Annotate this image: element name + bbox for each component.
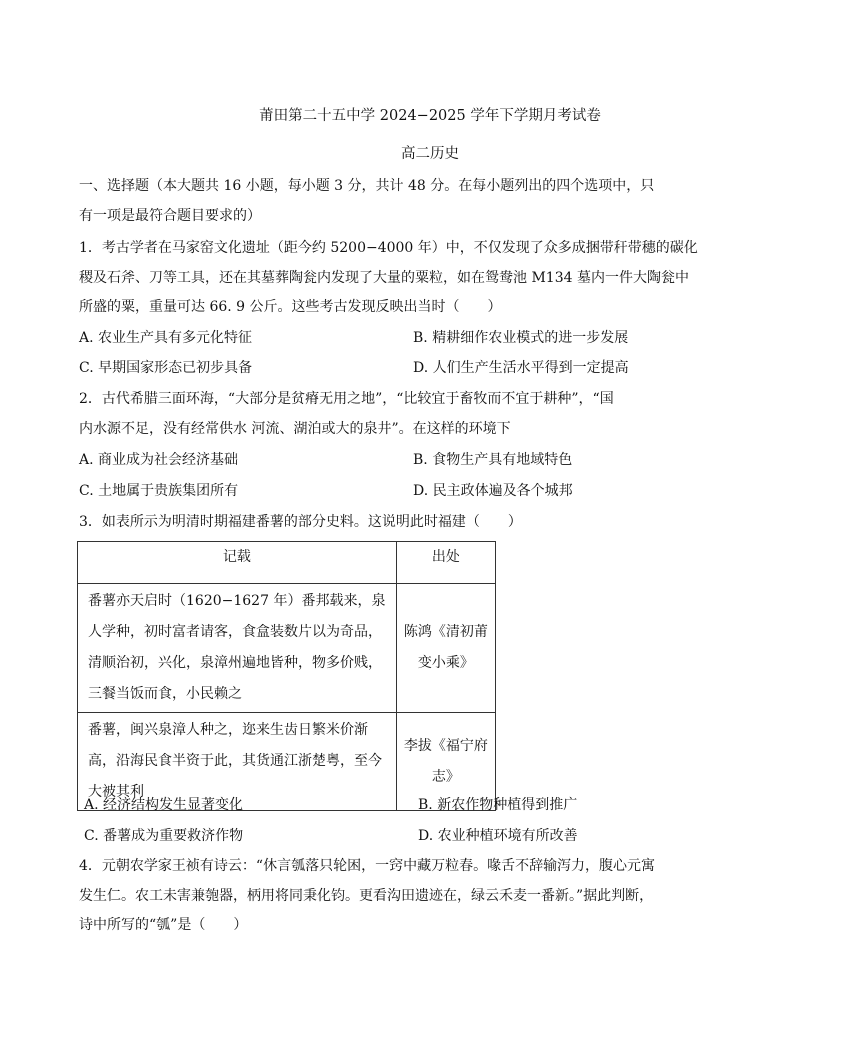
- section-instructions-line-2: 有一项是最符合题目要求的）: [79, 208, 261, 224]
- source-text-2: 李拔《福宁府志》: [403, 737, 488, 785]
- section-instructions-line-1: 一、选择题（本大题共 16 小题，每小题 3 分，共计 48 分。在每小题列出的四个选项中，只: [79, 178, 655, 194]
- q2-option-d[interactable]: D. 民主政体遍及各个城邦: [413, 483, 573, 499]
- q1-text-line-1: 1．考古学者在马家窑文化遗址（距今约 5200−4000 年）中，不仅发现了众多成捆带秆带穗的碳化: [79, 240, 698, 256]
- q3-text-line-1: 3．如表所示为明清时期福建番薯的部分史料。这说明此时福建（ ）: [79, 514, 522, 530]
- q3-option-a[interactable]: A. 经济结构发生显著变化: [84, 797, 244, 813]
- q3-option-d[interactable]: D. 农业种植环境有所改善: [418, 828, 578, 844]
- q3-option-c[interactable]: C. 番薯成为重要救济作物: [84, 828, 244, 844]
- table-header-row: [78, 542, 496, 584]
- table-cell-record: [78, 584, 397, 713]
- q2-option-a[interactable]: A. 商业成为社会经济基础: [79, 452, 239, 468]
- table-header-record: 记载: [78, 542, 397, 584]
- q1-option-b[interactable]: B. 精耕细作农业模式的进一步发展: [413, 330, 629, 346]
- record-text-2: 番薯，闽兴泉漳人种之，迩来生齿日繁米价渐高，沿海民食半资于此，其货通江浙楚粤，至今大被其利: [88, 722, 382, 800]
- q2-text-line-2: 内水源不足，没有经常供水 河流、湖泊或大的泉井”。在这样的环境下: [79, 421, 511, 437]
- source-text-1: 陈鸿《清初莆变小乘》: [403, 624, 488, 671]
- q1-text-line-3: 所盛的粟，重量可达 66. 9 公斤。这些考古发现反映出当时（ ）: [79, 299, 502, 315]
- q4-text-line-1: 4．元朝农学家王祯有诗云：“休言瓠落只轮困，一窍中藏万粒春。喙舌不辞输泻力，腹心元寓: [79, 858, 656, 874]
- q1-option-a[interactable]: A. 农业生产具有多元化特征: [79, 330, 253, 346]
- q1-text-line-2: 稷及石斧、刀等工具，还在其墓葬陶瓮内发现了大量的粟粒，如在鸳鸯池 M134 墓内一件大陶瓮中: [79, 270, 689, 286]
- q1-option-c[interactable]: C. 早期国家形态已初步具备: [79, 360, 253, 376]
- table-header-source: 出处: [396, 542, 495, 584]
- exam-title: 莆田第二十五中学 2024−2025 学年下学期月考试卷: [259, 108, 601, 124]
- q1-option-d[interactable]: D. 人们生产生活水平得到一定提高: [413, 360, 629, 376]
- exam-subject: 高二历史: [401, 146, 459, 162]
- history-source-table: [77, 541, 496, 811]
- q2-text-line-1: 2．古代希腊三面环海，“大部分是贫瘠无用之地”，“比较宜于畜牧而不宜于耕种”，“国: [79, 391, 614, 407]
- q4-text-line-3: 诗中所写的“瓠”是（ ）: [79, 917, 248, 933]
- record-text-1: 番薯亦天启时（1620−1627 年）番邦载来，泉人学种，初时富者请客，食盒装数片以为奇品，清顺治初，兴化，泉漳州遍地皆种，物多价贱，三餐当饭而食，小民赖之: [88, 593, 386, 702]
- q2-option-c[interactable]: C. 土地属于贵族集团所有: [79, 483, 239, 499]
- table-cell-source: [396, 584, 495, 713]
- table-row: [78, 584, 496, 713]
- q3-option-b[interactable]: B. 新农作物种植得到推广: [418, 797, 578, 813]
- q2-option-b[interactable]: B. 食物生产具有地域特色: [413, 452, 573, 468]
- q4-text-line-2: 发生仁。农工未害兼匏器，柄用将同秉化钧。更看沟田遗迹在，绿云禾麦一番新。”据此判断，: [79, 888, 654, 904]
